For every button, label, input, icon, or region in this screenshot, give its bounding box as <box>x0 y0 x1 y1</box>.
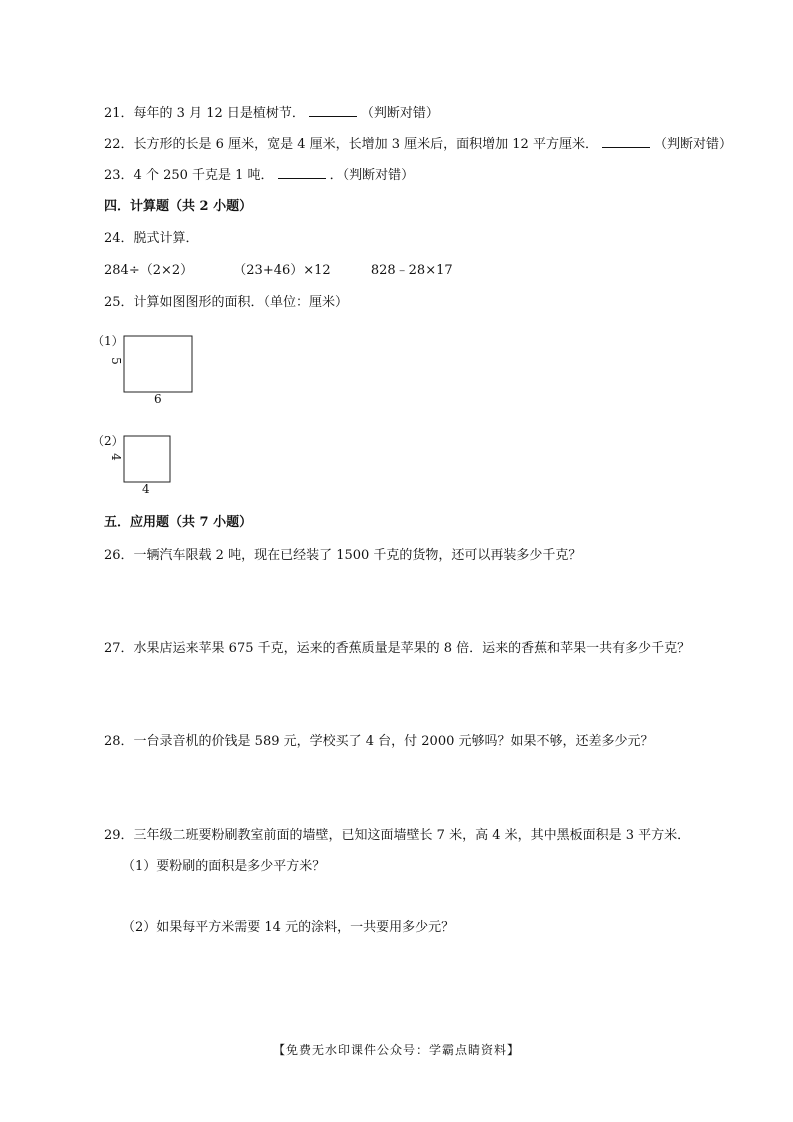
footer-note: 【免费无水印课件公众号：学霸点睛资料】 <box>272 1043 520 1057</box>
question-28: 28．一台录音机的价钱是 589 元，学校买了 4 台，付 2000 元够吗？如果不够，还差多少元？ <box>104 734 654 749</box>
question-22 <box>104 135 732 154</box>
question-29: 29．三年级二班要粉刷教室前面的墙壁，已知这面墙壁长 7 米，高 4 米，其中黑板面积是 3 平方米． <box>104 828 691 843</box>
answer-blank[interactable] <box>278 166 326 179</box>
question-26: 26．一辆汽车限载 2 吨，现在已经装了 1500 千克的货物，还可以再装多少千克？ <box>104 548 582 563</box>
question-21 <box>104 104 439 123</box>
question-29-part-2: （2）如果每平方米需要 14 元的涂料，一共要用多少元？ <box>122 920 455 935</box>
section-4-title: 四．计算题（共 2 小题） <box>104 199 253 214</box>
square-shape <box>124 436 170 482</box>
question-27: 27．水果店运来苹果 675 千克，运来的香蕉质量是苹果的 8 倍．运来的香蕉和苹果一共有多少千克？ <box>104 641 691 656</box>
calc-expression: 284÷（2×2） <box>104 263 194 278</box>
figure-1 <box>92 328 202 408</box>
question-21-suffix: （判断对错） <box>360 106 439 121</box>
calc-row <box>104 262 489 280</box>
question-23-suffix: ．（判断对错） <box>329 168 415 183</box>
question-23-text: 23．4 个 250 千克是 1 吨． <box>104 168 274 183</box>
figure-2-label: （2） <box>92 434 124 448</box>
question-29-part-1: （1）要粉刷的面积是多少平方米？ <box>122 859 326 874</box>
question-21-text: 21．每年的 3 月 12 日是植树节． <box>104 106 305 121</box>
question-22-text: 22．长方形的长是 6 厘米，宽是 4 厘米，长增加 3 厘米后，面积增加 12 平方厘米． <box>104 137 598 152</box>
figure-2-side-label: 4 <box>108 453 123 461</box>
figure-1-bottom-label: 6 <box>154 392 162 406</box>
calc-expression: （23+46）×12 <box>233 263 331 278</box>
answer-blank[interactable] <box>309 104 357 117</box>
answer-blank[interactable] <box>602 135 650 148</box>
question-25: 25．计算如图图形的面积．（单位：厘米） <box>104 295 349 310</box>
figure-2-bottom-label: 4 <box>142 482 150 496</box>
rectangle-shape <box>124 336 192 392</box>
question-24: 24．脱式计算． <box>104 231 199 246</box>
figure-1-label: （1） <box>92 334 124 348</box>
figure-1-side-label: 5 <box>108 357 123 365</box>
question-23 <box>104 166 414 185</box>
section-5-title: 五．应用题（共 7 小题） <box>104 515 253 530</box>
calc-expression: 828﹣28×17 <box>370 263 453 278</box>
figure-2 <box>92 428 202 500</box>
question-22-suffix: （判断对错） <box>653 137 732 152</box>
